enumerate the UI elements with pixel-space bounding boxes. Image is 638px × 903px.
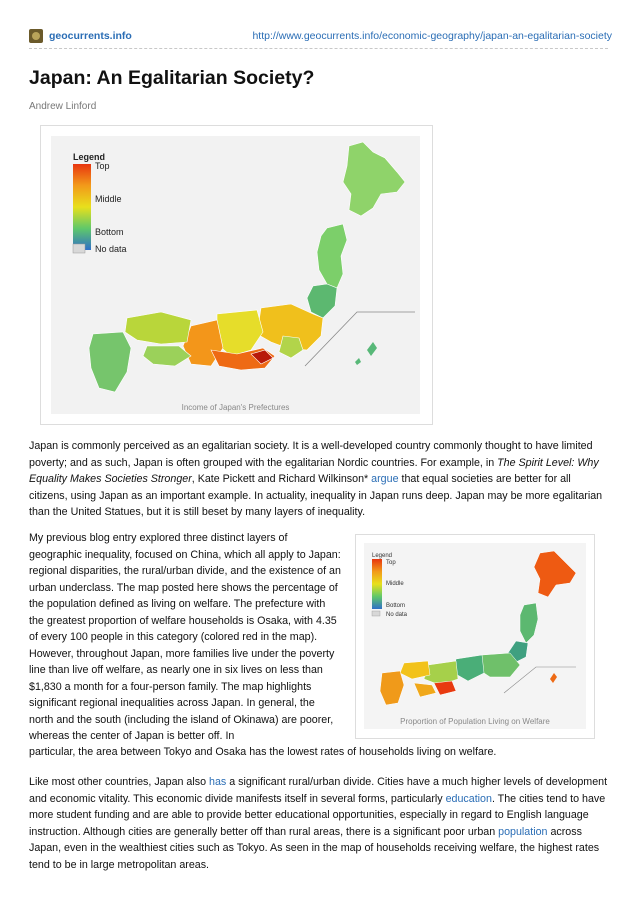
has-link[interactable]: has: [209, 776, 227, 788]
welfare-chubu-region: [454, 655, 484, 681]
welfare-kyushu-region: [380, 671, 404, 705]
chugoku-region: [125, 312, 191, 344]
welfare-legend-middle-label: Middle: [386, 581, 404, 587]
intro-text-1: Japan is commonly perceived as an egalitarian society. It is a well-developed country commonly thought to have limited poverty; and as such, Japan is often grouped with the egalitarian Nordic countries. For example, in: [29, 440, 593, 469]
welfare-legend-no-data-swatch: [372, 611, 380, 616]
tohoku-region: [317, 224, 347, 288]
welfare-osaka-region: [434, 681, 456, 695]
legend-bottom-label: Bottom: [95, 227, 124, 237]
intro-paragraph: [29, 438, 609, 521]
income-map-caption: Income of Japan's Prefectures: [181, 403, 290, 412]
welfare-map-figure: [355, 534, 595, 739]
urban-text-3: . The cities tend to have more student funding and are able to provide better educational opportunities, especially in regard to English language instruction. Although cities are generally better off than rural areas, there is a significant poor urban: [29, 792, 606, 838]
book-title: The Spirit Level: Why Equality Makes Societies Stronger: [29, 456, 599, 485]
welfare-text-3: under the poverty line than live off welfare, as nearly one in six lives on less than $1,830 a month for a four-person family. The map highlights significant regional inequalities across Japan. In general, the north and the south (including the island of Okinawa) are poorer, whereas the center of Japan is better off. In: [29, 647, 335, 742]
chubu-region: [217, 310, 263, 356]
explored-link[interactable]: explored: [139, 532, 181, 544]
source-url-link[interactable]: http://www.geocurrents.info/economic-geography/japan-an-egalitarian-society: [252, 30, 612, 42]
urban-text-4: across Japan, even in the wealthiest cities such as Tokyo. As seen in the map of households receiving welfare, the highest rates tend to be in large metropolitan areas.: [29, 825, 600, 871]
welfare-text-2: three distinct layers of geographic inequality, focused on China, which all apply to Japan: regional disparities, the rural/urban divide, and the existence of an urban underclass. The map posted here shows the percentage of the population defined as living on welfare. The prefecture with the greatest proportion of welfare households is Osaka, with 4.35 of every 100 people in this category (colored red in the map). However, throughout Japan, more families: [29, 532, 341, 660]
income-map-panel: [51, 136, 420, 414]
live-link[interactable]: live: [232, 647, 249, 660]
welfare-legend-top-label: Top: [386, 560, 396, 566]
welfare-paragraph-end: particular, the area between Tokyo and Osaka has the lowest rates of households living on welfare.: [29, 746, 497, 758]
article-author: Andrew Linford: [29, 101, 97, 112]
urban-text-2: a significant rural/urban divide. Cities have a much higher levels of development and economic vitality. This economic divide manifests itself in several forms, particularly: [29, 776, 608, 805]
legend-no-data-swatch: [73, 244, 85, 253]
intro-text-2: , Kate Pickett and Richard Wilkinson*: [191, 473, 372, 485]
welfare-legend-no-data-label: No data: [386, 612, 408, 618]
page-header: [29, 26, 612, 49]
education-link[interactable]: education: [445, 792, 492, 805]
intro-text-3: that equal societies are better for all citizens, using Japan as an important example. In actuality, inequality in Japan runs deep. Japan may be more egalitarian than the United Statues, but it is still beset by many layers of inequality.: [29, 473, 603, 518]
welfare-map: [364, 543, 586, 729]
welfare-tohoku-region: [520, 603, 538, 643]
okinawa-islet: [355, 358, 361, 365]
income-map-figure: [40, 125, 433, 425]
site-logo-icon: [29, 29, 43, 43]
welfare-legend-title: Legend: [372, 553, 393, 559]
welfare-map-panel: [364, 543, 586, 729]
welfare-okinawa-island: [550, 673, 557, 683]
argue-link[interactable]: argue: [371, 473, 399, 485]
welfare-paragraph: [29, 530, 341, 745]
shikoku-region: [143, 346, 191, 366]
kyushu-region: [89, 332, 131, 392]
legend-top-label: Top: [95, 161, 110, 171]
urban-divide-paragraph: [29, 774, 609, 873]
site-name-link[interactable]: geocurrents.info: [49, 30, 132, 42]
welfare-map-caption: Proportion of Population Living on Welfare: [400, 717, 550, 726]
income-map: [51, 136, 420, 414]
welfare-hokkaido-region: [534, 551, 576, 597]
urban-text-1: Like most other countries, Japan also: [29, 776, 210, 788]
population-link[interactable]: population: [498, 825, 548, 838]
legend-gradient: [73, 164, 91, 250]
legend-middle-label: Middle: [95, 194, 122, 204]
okinawa-island: [367, 342, 377, 356]
hokkaido-region: [343, 142, 405, 216]
tohoku-south-region: [307, 284, 337, 318]
legend-title: Legend: [73, 152, 106, 162]
welfare-shikoku-region: [414, 683, 436, 697]
article-title: Japan: An Egalitarian Society?: [29, 67, 315, 89]
welfare-text-1: My previous blog entry: [29, 532, 140, 544]
kanto-east-region: [279, 336, 303, 358]
welfare-legend-bottom-label: Bottom: [386, 603, 406, 609]
welfare-legend-gradient: [372, 559, 382, 609]
legend-no-data-label: No data: [95, 244, 127, 254]
